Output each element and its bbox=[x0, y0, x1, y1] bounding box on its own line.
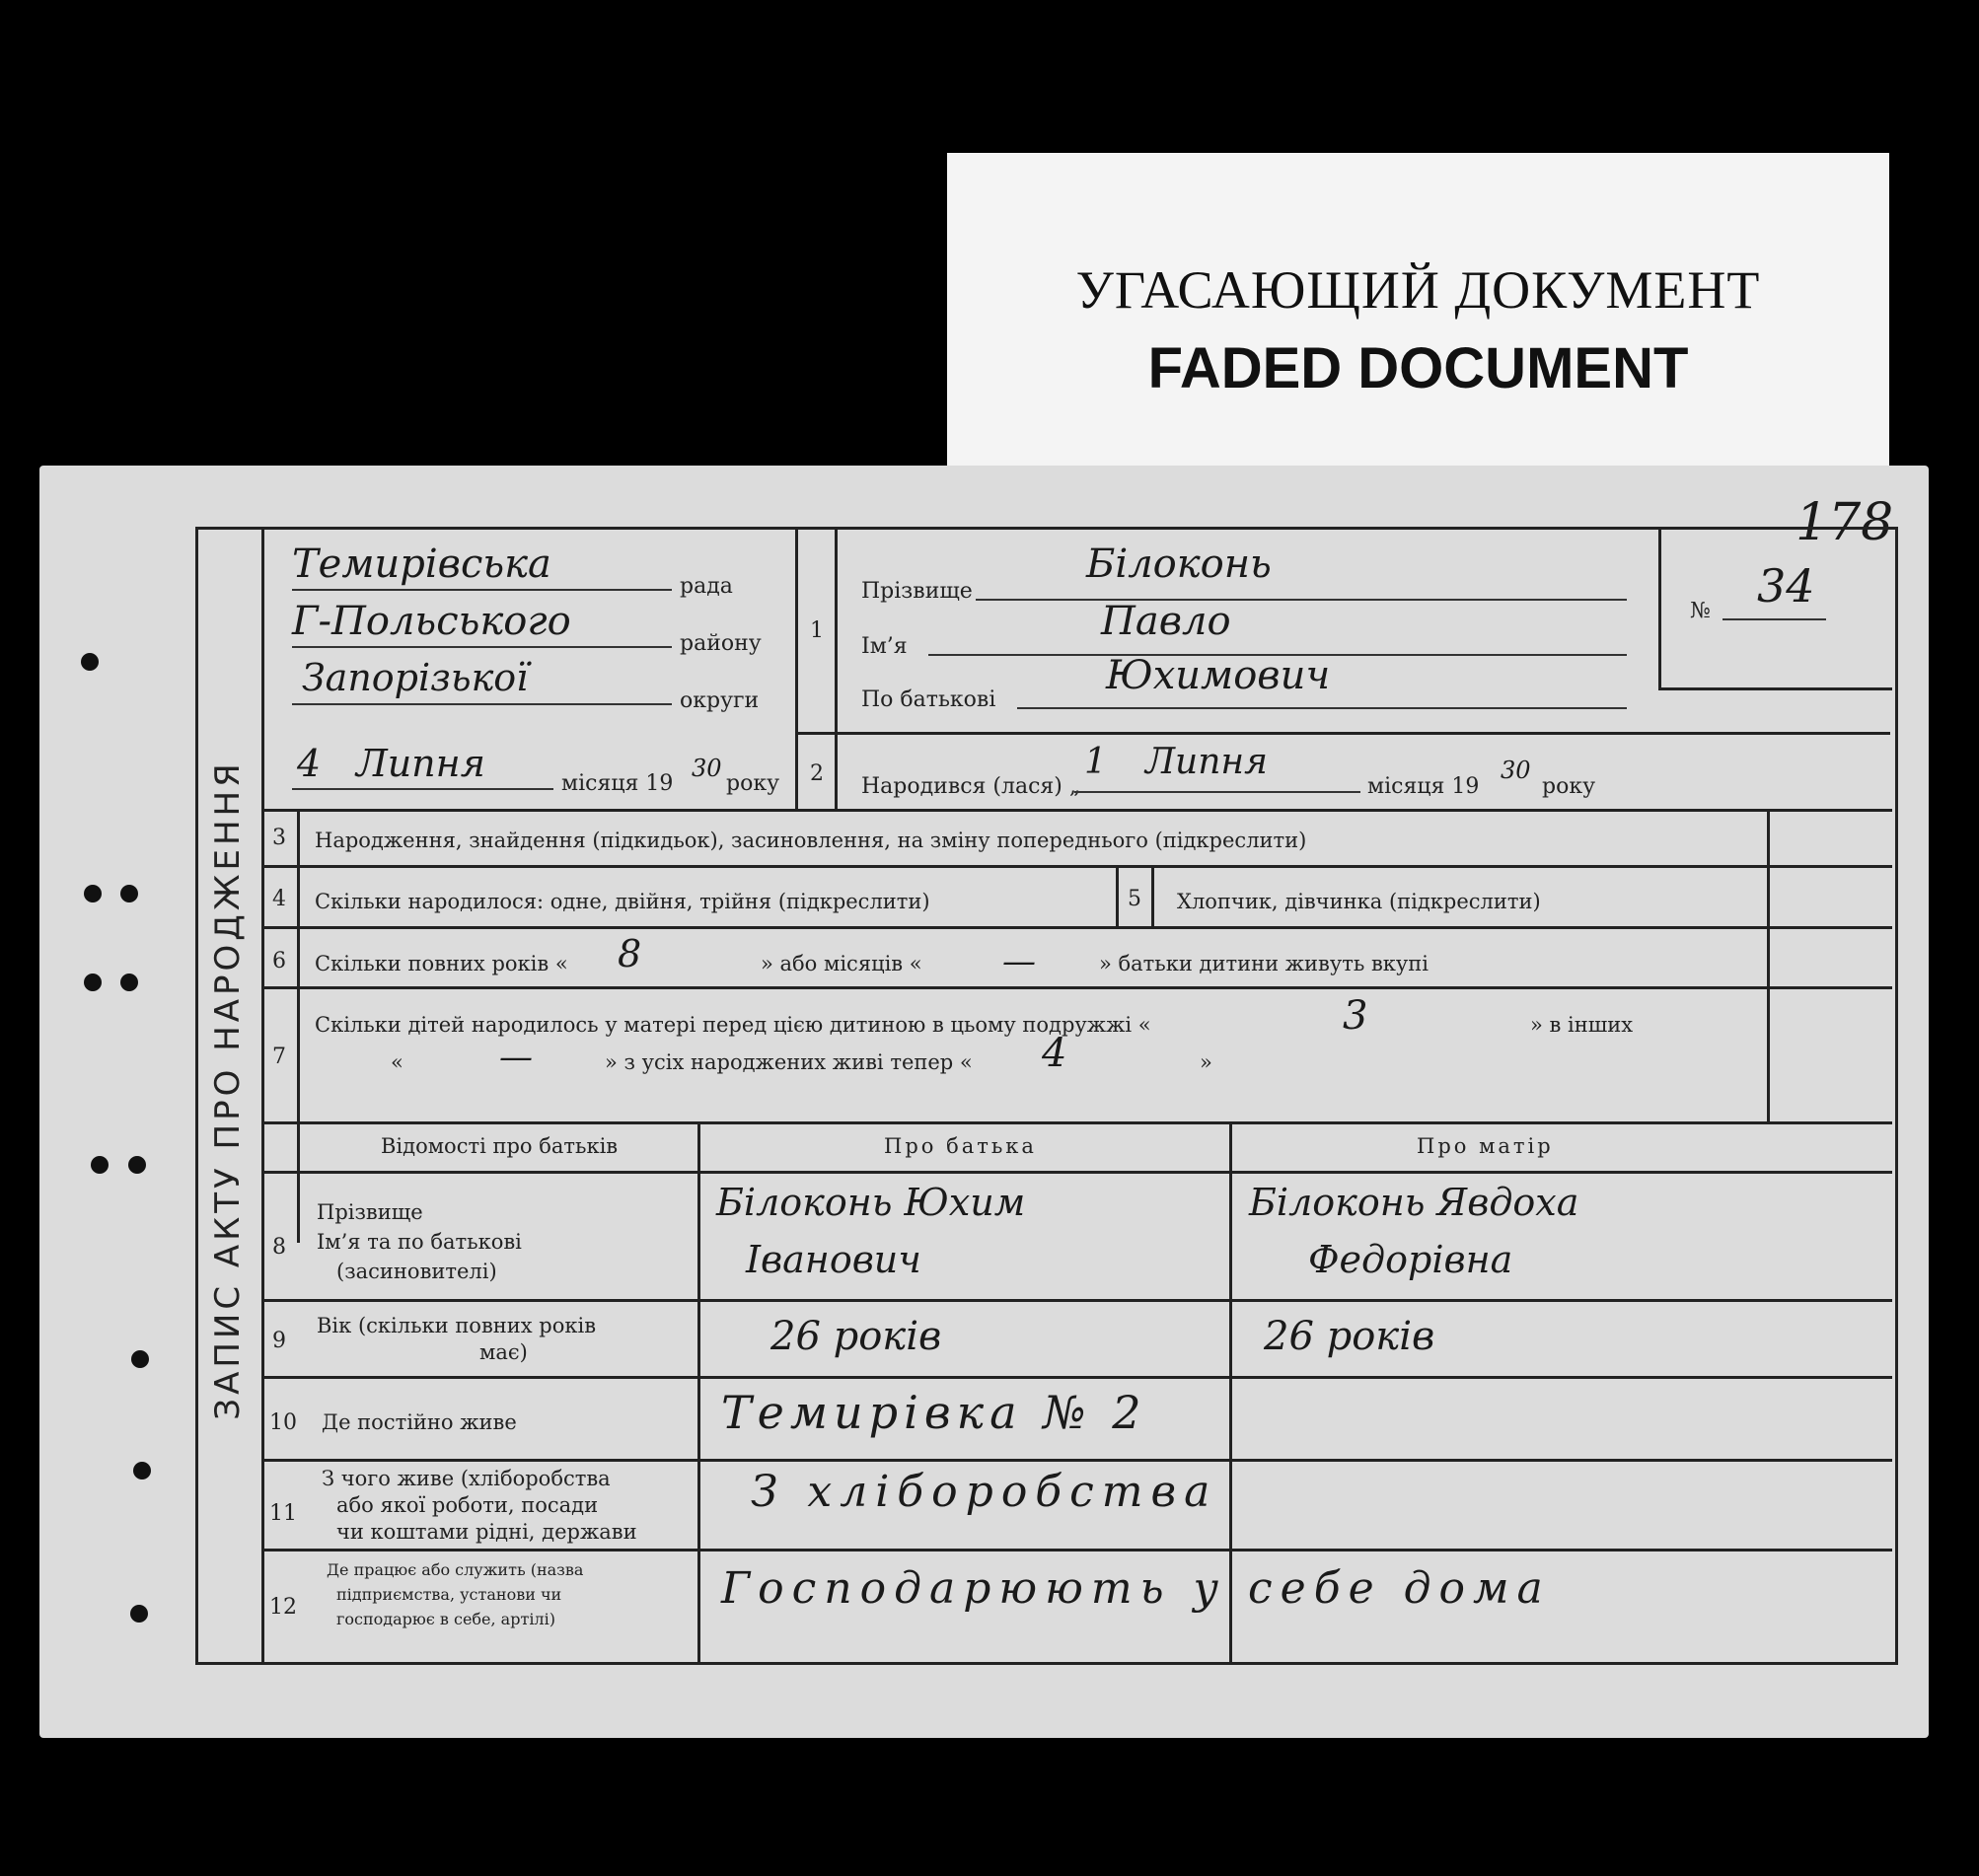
side-title: ЗАПИС АКТУ ПРО НАРОДЖЕННЯ bbox=[208, 759, 248, 1420]
father-age: 26 років bbox=[770, 1314, 942, 1359]
rada-value: Темирівська bbox=[292, 541, 551, 587]
side-title-strip bbox=[198, 530, 264, 1662]
row6-label-months: » або місяців « bbox=[761, 952, 922, 975]
row8-label-2: Ім’я та по батькові bbox=[317, 1230, 522, 1254]
birth-date-underline bbox=[1074, 791, 1360, 793]
mother-name-line2: Федорівна bbox=[1308, 1238, 1513, 1281]
row-number: 3 bbox=[272, 826, 286, 850]
registration-year: 30 bbox=[692, 755, 722, 782]
divider bbox=[1658, 530, 1661, 687]
row3-birth-type: Народження, знайдення (підкидьок), засиновлення, на зміну попереднього (підкреслити) bbox=[315, 829, 1307, 852]
row7-children-other: — bbox=[499, 1038, 533, 1077]
divider bbox=[261, 809, 1892, 812]
row8-label-1: Прізвище bbox=[317, 1200, 423, 1224]
father-name-line2: Іванович bbox=[746, 1238, 921, 1281]
okruga-value: Запорізької bbox=[302, 656, 529, 699]
registration-year-label: року bbox=[726, 771, 780, 796]
row11-label-1: З чого живе (хліборобства bbox=[322, 1467, 611, 1490]
child-surname: Білоконь bbox=[1086, 541, 1272, 587]
rada-label: рада bbox=[680, 574, 733, 599]
row6-years-value: 8 bbox=[618, 932, 642, 975]
registration-month: Липня bbox=[356, 742, 485, 785]
row7-living-now: 4 bbox=[1042, 1031, 1067, 1076]
row-number: 4 bbox=[272, 887, 286, 911]
row10-label: Де постійно живе bbox=[322, 1410, 517, 1434]
row7-line1: Скільки дітей народилось у матері перед цією дитиною в цьому подружжі « bbox=[315, 1013, 1151, 1037]
occupation: З хліборобства bbox=[751, 1467, 1218, 1517]
col-header-info: Відомості про батьків bbox=[381, 1134, 619, 1158]
child-name: Павло bbox=[1101, 599, 1231, 644]
divider bbox=[261, 986, 1892, 989]
row-number: 11 bbox=[269, 1501, 297, 1526]
row4-multiples: Скільки народилося: одне, двійня, трійня (підкреслити) bbox=[315, 890, 930, 913]
row12-label-2: підприємства, установи чи bbox=[336, 1585, 562, 1604]
binder-hole bbox=[81, 653, 99, 671]
binder-hole bbox=[91, 1156, 109, 1174]
divider bbox=[261, 1549, 1892, 1551]
birth-year: 30 bbox=[1501, 757, 1531, 784]
rayon-label: району bbox=[680, 631, 762, 656]
divider bbox=[261, 1459, 1892, 1462]
row11-label-2: або якої роботи, посади bbox=[336, 1493, 599, 1517]
rada-underline bbox=[292, 589, 672, 591]
binder-hole bbox=[130, 1605, 148, 1623]
row12-label-3: господарює в себе, артілі) bbox=[336, 1610, 555, 1628]
divider bbox=[261, 1171, 1892, 1174]
row-number: 2 bbox=[810, 761, 824, 786]
residence: Темирівка № 2 bbox=[721, 1386, 1147, 1439]
row11-label-3: чи коштами рідні, держави bbox=[336, 1520, 637, 1544]
row-number: 5 bbox=[1128, 887, 1141, 911]
row-number: 9 bbox=[272, 1329, 286, 1353]
divider bbox=[261, 926, 1892, 929]
divider bbox=[697, 1121, 700, 1662]
row-number: 8 bbox=[272, 1235, 286, 1260]
mother-name-line1: Білоконь Явдоха bbox=[1249, 1181, 1579, 1224]
row6-months-value: — bbox=[1002, 942, 1036, 981]
row7-quote-close: » bbox=[1200, 1050, 1212, 1074]
row5-sex: Хлопчик, дівчинка (підкреслити) bbox=[1177, 890, 1541, 913]
row-number: 7 bbox=[272, 1045, 286, 1069]
row9-label-2: має) bbox=[479, 1340, 528, 1364]
child-patronymic: Юхимович bbox=[1106, 653, 1331, 698]
birth-record-card bbox=[39, 466, 1929, 1738]
registration-month-label: місяця 19 bbox=[561, 771, 674, 796]
binder-hole bbox=[84, 974, 102, 991]
record-number: 34 bbox=[1757, 559, 1815, 613]
col-header-father: Про батька bbox=[884, 1134, 1037, 1158]
born-label: Народився (лася) „ bbox=[861, 774, 1081, 799]
divider bbox=[261, 865, 1892, 868]
row9-label-1: Вік (скільки повних років bbox=[317, 1314, 597, 1337]
divider bbox=[1767, 809, 1770, 1124]
row12-label-1: Де працює або служить (назва bbox=[327, 1560, 584, 1579]
binder-hole bbox=[131, 1350, 149, 1368]
rayon-underline bbox=[292, 646, 672, 648]
name-label: Ім’я bbox=[861, 634, 908, 659]
patronymic-label: По батькові bbox=[861, 687, 996, 712]
row7-quote-open: « bbox=[391, 1050, 403, 1074]
row-number: 10 bbox=[269, 1410, 297, 1435]
binder-hole bbox=[133, 1462, 151, 1479]
row7-in-others-label: » в інших bbox=[1530, 1013, 1634, 1037]
workplace: Господарюють у себе дома bbox=[721, 1563, 1551, 1614]
form-frame bbox=[195, 527, 1898, 1665]
father-name-line1: Білоконь Юхим bbox=[716, 1181, 1026, 1224]
row-number: 1 bbox=[810, 618, 824, 643]
divider bbox=[261, 1299, 1892, 1302]
birth-year-label: року bbox=[1542, 774, 1596, 799]
birth-day: 1 bbox=[1084, 742, 1107, 782]
row6-label-years: Скільки повних років « bbox=[315, 952, 568, 975]
page-number: 178 bbox=[1796, 493, 1894, 552]
birth-month-label: місяця 19 bbox=[1367, 774, 1480, 799]
faded-document-notice bbox=[947, 153, 1889, 469]
surname-underline bbox=[976, 599, 1627, 601]
divider bbox=[261, 1376, 1892, 1379]
notice-russian: УГАСАЮЩИЙ ДОКУМЕНТ bbox=[1075, 260, 1761, 320]
birth-month: Липня bbox=[1145, 742, 1268, 782]
divider bbox=[297, 809, 300, 1243]
mother-age: 26 років bbox=[1264, 1314, 1435, 1359]
row-number: 6 bbox=[272, 949, 286, 974]
rayon-value: Г-Польського bbox=[292, 599, 571, 644]
row7-line2: » з усіх народжених живі тепер « bbox=[605, 1050, 973, 1074]
record-number-label: № bbox=[1690, 599, 1711, 623]
record-number-underline bbox=[1722, 618, 1826, 620]
col-header-mother: Про матір bbox=[1417, 1134, 1554, 1158]
divider bbox=[1658, 687, 1892, 690]
surname-label: Прізвище bbox=[861, 579, 973, 604]
registration-date-underline bbox=[292, 788, 553, 790]
binder-hole bbox=[84, 885, 102, 902]
notice-english: FADED DOCUMENT bbox=[1147, 336, 1689, 400]
row6-label-tail: » батьки дитини живуть вкупі bbox=[1099, 952, 1429, 975]
binder-hole bbox=[128, 1156, 146, 1174]
divider bbox=[795, 732, 1890, 735]
binder-hole bbox=[120, 974, 138, 991]
okruga-label: округи bbox=[680, 688, 760, 713]
patronymic-underline bbox=[1017, 707, 1627, 709]
row8-label-3: (засиновителі) bbox=[336, 1260, 497, 1283]
registration-day: 4 bbox=[297, 742, 322, 785]
row7-children-before: 3 bbox=[1343, 993, 1368, 1039]
row-number: 12 bbox=[269, 1595, 297, 1620]
divider bbox=[261, 1121, 1892, 1124]
binder-hole bbox=[120, 885, 138, 902]
okruga-underline bbox=[292, 703, 672, 705]
